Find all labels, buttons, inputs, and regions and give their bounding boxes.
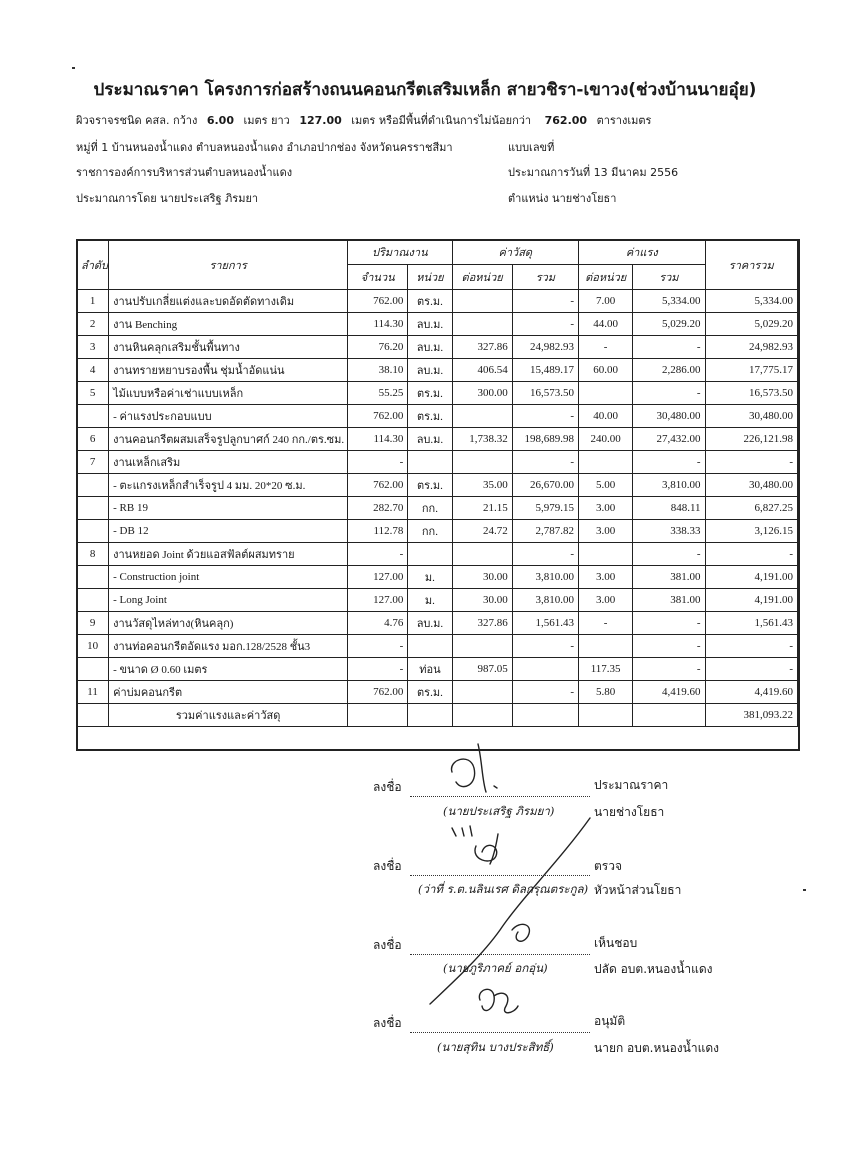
- cell-total: 226,121.98: [705, 428, 797, 451]
- cell-material-sum: -: [512, 313, 578, 336]
- signature-2-mark: [475, 834, 498, 864]
- cell-labor-sum: 381.00: [633, 589, 705, 612]
- cell-labor-per-unit: 240.00: [579, 428, 633, 451]
- cell-item: งานทรายหยาบรองพื้น ชุ่มน้ำอัดแน่น: [109, 359, 348, 382]
- cell-qty: 282.70: [348, 497, 408, 520]
- cell-total: 4,191.00: [705, 566, 797, 589]
- cell-qty: 762.00: [348, 681, 408, 704]
- cell-unit: ม.: [408, 566, 452, 589]
- cell-total: 4,191.00: [705, 589, 797, 612]
- cell-item: ไม้แบบหรือค่าเช่าแบบเหล็ก: [109, 382, 348, 405]
- sign-label: ลงชื่อ: [373, 1016, 402, 1030]
- plan-number: แบบเลขที่: [508, 141, 555, 154]
- scan-mark: [72, 67, 75, 69]
- cell-no: 4: [77, 359, 109, 382]
- cell-item: - DB 12: [109, 520, 348, 543]
- cell-labor-per-unit: 3.00: [579, 520, 633, 543]
- estimate-date: ประมาณการวันที่ 13 มีนาคม 2556: [508, 166, 679, 179]
- cell-material-per-unit: 987.05: [452, 658, 512, 681]
- cell-item: ค่าบ่มคอนกรีต: [109, 681, 348, 704]
- cell-labor-sum: 30,480.00: [633, 405, 705, 428]
- cell-no: 5: [77, 382, 109, 405]
- cell-qty: 127.00: [348, 589, 408, 612]
- cell-material-sum: 16,573.50: [512, 382, 578, 405]
- cell-labor-per-unit: 3.00: [579, 566, 633, 589]
- cell-material-sum: -: [512, 290, 578, 313]
- agency-text: ราชการองค์การบริหารส่วนตำบลหนองน้ำแดง: [76, 166, 293, 179]
- cell-material-sum: -: [512, 635, 578, 658]
- estimator-text: ประมาณการโดย นายประเสริฐ ภิรมยา: [76, 192, 259, 205]
- cell-qty: -: [348, 658, 408, 681]
- signer-role: ตรวจ: [594, 859, 623, 873]
- col-header-unit: หน่วย: [408, 265, 452, 290]
- cell-unit: กก.: [408, 497, 452, 520]
- cell-qty: 762.00: [348, 474, 408, 497]
- cell-qty: 762.00: [348, 290, 408, 313]
- cell-labor-sum: 848.11: [633, 497, 705, 520]
- cell-no: 3: [77, 336, 109, 359]
- sign-label: ลงชื่อ: [373, 780, 402, 794]
- cell-total: -: [705, 451, 797, 474]
- cell-material-sum: -: [512, 405, 578, 428]
- cell-labor-per-unit: 60.00: [579, 359, 633, 382]
- cell-unit: ลบ.ม.: [408, 359, 452, 382]
- cell-unit: ตร.ม.: [408, 474, 452, 497]
- cell-total: -: [705, 658, 797, 681]
- cell-material-sum: 5,979.15: [512, 497, 578, 520]
- signer-position: หัวหน้าส่วนโยธา: [594, 883, 682, 897]
- cell-item: - ขนาด Ø 0.60 เมตร: [109, 658, 348, 681]
- cell-unit: ม.: [408, 589, 452, 612]
- scan-mark: [803, 889, 806, 891]
- cell-unit: กก.: [408, 520, 452, 543]
- cell-material-per-unit: 327.86: [452, 612, 512, 635]
- cell-qty: 112.78: [348, 520, 408, 543]
- cell-qty: -: [348, 543, 408, 566]
- cell-item: งานท่อคอนกรีตอัดแรง มอก.128/2528 ชั้น3: [109, 635, 348, 658]
- cell-item: - Long Joint: [109, 589, 348, 612]
- cell-unit: ตร.ม.: [408, 405, 452, 428]
- road-length: 127.00: [299, 114, 342, 127]
- cell-qty: 55.25: [348, 382, 408, 405]
- cell-qty: -: [348, 451, 408, 474]
- cell-no: 9: [77, 612, 109, 635]
- sign-label: ลงชื่อ: [373, 859, 402, 873]
- col-header-item: รายการ: [109, 240, 348, 290]
- cell-qty: 762.00: [348, 405, 408, 428]
- initials-mark: [452, 826, 472, 836]
- cell-material-per-unit: 30.00: [452, 566, 512, 589]
- cell-labor-sum: -: [633, 635, 705, 658]
- cell-qty: 76.20: [348, 336, 408, 359]
- cell-labor-sum: 4,419.60: [633, 681, 705, 704]
- cell-labor-sum: -: [633, 336, 705, 359]
- cell-item: งานวัสดุไหล่ทาง(หินคลุก): [109, 612, 348, 635]
- cell-labor-per-unit: 3.00: [579, 589, 633, 612]
- cell-no: 1: [77, 290, 109, 313]
- cell-qty: 38.10: [348, 359, 408, 382]
- cell-no: 10: [77, 635, 109, 658]
- col-header-material-per-unit: ต่อหน่วย: [452, 265, 512, 290]
- cell-total: -: [705, 543, 797, 566]
- cell-total: 3,126.15: [705, 520, 797, 543]
- cell-item: - ค่าแรงประกอบแบบ: [109, 405, 348, 428]
- total-label: รวมค่าแรงและค่าวัสดุ: [109, 704, 348, 727]
- cell-labor-sum: 3,810.00: [633, 474, 705, 497]
- cell-material-sum: 3,810.00: [512, 566, 578, 589]
- cell-item: - Construction joint: [109, 566, 348, 589]
- cell-item: งานคอนกรีตผสมเสร็จรูปลูกบาศก์ 240 กก./ตร.ซม.: [109, 428, 348, 451]
- cell-unit: ตร.ม.: [408, 382, 452, 405]
- cell-qty: -: [348, 635, 408, 658]
- cell-material-sum: 198,689.98: [512, 428, 578, 451]
- cell-labor-sum: 27,432.00: [633, 428, 705, 451]
- cell-labor-sum: -: [633, 658, 705, 681]
- cell-material-per-unit: 24.72: [452, 520, 512, 543]
- signature-4-mark: [479, 989, 518, 1012]
- cell-item: - RB 19: [109, 497, 348, 520]
- cell-total: 5,334.00: [705, 290, 797, 313]
- cell-unit: ลบ.ม.: [408, 336, 452, 359]
- signer-name: (นายประเสริฐ ภิรมยา): [443, 804, 555, 818]
- cell-unit: ลบ.ม.: [408, 428, 452, 451]
- signer-role: อนุมัติ: [594, 1014, 626, 1028]
- cell-labor-sum: -: [633, 382, 705, 405]
- col-header-qty: จำนวน: [348, 265, 408, 290]
- cell-labor-per-unit: 7.00: [579, 290, 633, 313]
- cell-material-per-unit: 300.00: [452, 382, 512, 405]
- cell-unit: ท่อน: [408, 658, 452, 681]
- cell-unit: ลบ.ม.: [408, 612, 452, 635]
- document-title: ประมาณราคา โครงการก่อสร้างถนนคอนกรีตเสริมเหล็ก สายวชิรา-เขาวง(ช่วงบ้านนายอุ๋ย): [93, 80, 757, 100]
- cell-no: 11: [77, 681, 109, 704]
- cell-qty: 127.00: [348, 566, 408, 589]
- cell-material-per-unit: 327.86: [452, 336, 512, 359]
- cell-no: 8: [77, 543, 109, 566]
- cell-labor-per-unit: 5.80: [579, 681, 633, 704]
- cell-unit: ตร.ม.: [408, 290, 452, 313]
- cell-total: 16,573.50: [705, 382, 797, 405]
- cell-labor-per-unit: 117.35: [579, 658, 633, 681]
- road-area-unit: ตารางเมตร: [596, 114, 652, 127]
- cell-item: - ตะแกรงเหล็กสำเร็จรูป 4 มม. 20*20 ซ.ม.: [109, 474, 348, 497]
- col-header-labor: ค่าแรง: [579, 240, 706, 265]
- cell-no: 6: [77, 428, 109, 451]
- cell-material-sum: 15,489.17: [512, 359, 578, 382]
- cell-labor-per-unit: -: [579, 612, 633, 635]
- cell-labor-sum: -: [633, 612, 705, 635]
- cell-material-per-unit: 35.00: [452, 474, 512, 497]
- sign-label: ลงชื่อ: [373, 938, 402, 952]
- cell-material-sum: 24,982.93: [512, 336, 578, 359]
- col-header-material: ค่าวัสดุ: [452, 240, 579, 265]
- cell-qty: 4.76: [348, 612, 408, 635]
- cell-item: งาน Benching: [109, 313, 348, 336]
- col-header-no: ลำดับ: [77, 240, 109, 290]
- cell-item: งานหินคลุกเสริมชั้นพื้นทาง: [109, 336, 348, 359]
- cell-labor-per-unit: 3.00: [579, 497, 633, 520]
- cell-labor-per-unit: -: [579, 336, 633, 359]
- col-header-labor-sum: รวม: [633, 265, 705, 290]
- cell-material-sum: -: [512, 543, 578, 566]
- cell-labor-sum: 5,029.20: [633, 313, 705, 336]
- cell-material-sum: 26,670.00: [512, 474, 578, 497]
- cell-item: งานหยอด Joint ด้วยแอสฟัลต์ผสมทราย: [109, 543, 348, 566]
- cell-total: 1,561.43: [705, 612, 797, 635]
- cell-item: งานปรับเกลี่ยแต่งและบดอัดตัดทางเดิม: [109, 290, 348, 313]
- location-text: หมู่ที่ 1 บ้านหนองน้ำแดง ตำบลหนองน้ำแดง อำเภอปากช่อง จังหวัดนครราชสีมา: [76, 141, 453, 154]
- road-spec-area-label: เมตร หรือมีพื้นที่ดำเนินการไม่น้อยกว่า: [351, 114, 532, 127]
- cell-total: 30,480.00: [705, 474, 797, 497]
- cell-total: 5,029.20: [705, 313, 797, 336]
- cell-total: 6,827.25: [705, 497, 797, 520]
- road-area: 762.00: [544, 114, 588, 127]
- cell-labor-per-unit: 44.00: [579, 313, 633, 336]
- col-header-total: ราคารวม: [705, 240, 797, 290]
- col-header-quantity: ปริมาณงาน: [348, 240, 452, 265]
- cell-material-sum: -: [512, 451, 578, 474]
- signer-name: (นายสุทิน บางประสิทธิ์): [437, 1040, 554, 1054]
- road-spec-prefix: ผิวจราจรชนิด คสล. กว้าง: [76, 114, 198, 127]
- cell-total: 24,982.93: [705, 336, 797, 359]
- cell-item: งานเหล็กเสริม: [109, 451, 348, 474]
- cell-labor-per-unit: 5.00: [579, 474, 633, 497]
- cell-material-per-unit: 21.15: [452, 497, 512, 520]
- cell-total: 17,775.17: [705, 359, 797, 382]
- cell-labor-per-unit: 40.00: [579, 405, 633, 428]
- signature-3-mark: [512, 924, 529, 941]
- signer-role: เห็นชอบ: [594, 936, 638, 950]
- cell-qty: 114.30: [348, 428, 408, 451]
- estimator-position: ตำแหน่ง นายช่างโยธา: [508, 192, 617, 205]
- cell-labor-sum: -: [633, 543, 705, 566]
- signer-position: ปลัด อบต.หนองน้ำแดง: [594, 962, 713, 976]
- cell-unit: ตร.ม.: [408, 681, 452, 704]
- cell-labor-sum: 381.00: [633, 566, 705, 589]
- road-spec-mid: เมตร ยาว: [243, 114, 290, 127]
- cell-material-per-unit: 406.54: [452, 359, 512, 382]
- cell-labor-sum: 338.33: [633, 520, 705, 543]
- signer-role: ประมาณราคา: [594, 778, 669, 792]
- cell-total: 30,480.00: [705, 405, 797, 428]
- cell-total: 4,419.60: [705, 681, 797, 704]
- road-width: 6.00: [206, 114, 234, 127]
- cell-material-per-unit: 1,738.32: [452, 428, 512, 451]
- signer-position: นายช่างโยธา: [594, 805, 665, 819]
- col-header-material-sum: รวม: [512, 265, 578, 290]
- cell-material-sum: 3,810.00: [512, 589, 578, 612]
- cell-material-per-unit: 30.00: [452, 589, 512, 612]
- cell-total: -: [705, 635, 797, 658]
- grand-total: 381,093.22: [705, 704, 797, 727]
- cell-labor-sum: -: [633, 451, 705, 474]
- cell-qty: 114.30: [348, 313, 408, 336]
- cell-material-sum: -: [512, 681, 578, 704]
- cell-no: 2: [77, 313, 109, 336]
- col-header-labor-per-unit: ต่อหน่วย: [579, 265, 633, 290]
- signature-3-stroke: [430, 818, 590, 1004]
- cell-no: 7: [77, 451, 109, 474]
- cell-material-sum: 1,561.43: [512, 612, 578, 635]
- cell-material-sum: 2,787.82: [512, 520, 578, 543]
- cell-labor-sum: 2,286.00: [633, 359, 705, 382]
- cell-unit: ลบ.ม.: [408, 313, 452, 336]
- cell-labor-sum: 5,334.00: [633, 290, 705, 313]
- signer-name: (ว่าที่ ร.ต.นลินเรศ ดิลกรุณตระกูล): [418, 882, 589, 896]
- signature-1-mark: [452, 744, 497, 792]
- signer-name: (นายภูริภาคย์ อกอุ่น): [443, 961, 548, 975]
- signer-position: นายก อบต.หนองน้ำแดง: [594, 1041, 719, 1055]
